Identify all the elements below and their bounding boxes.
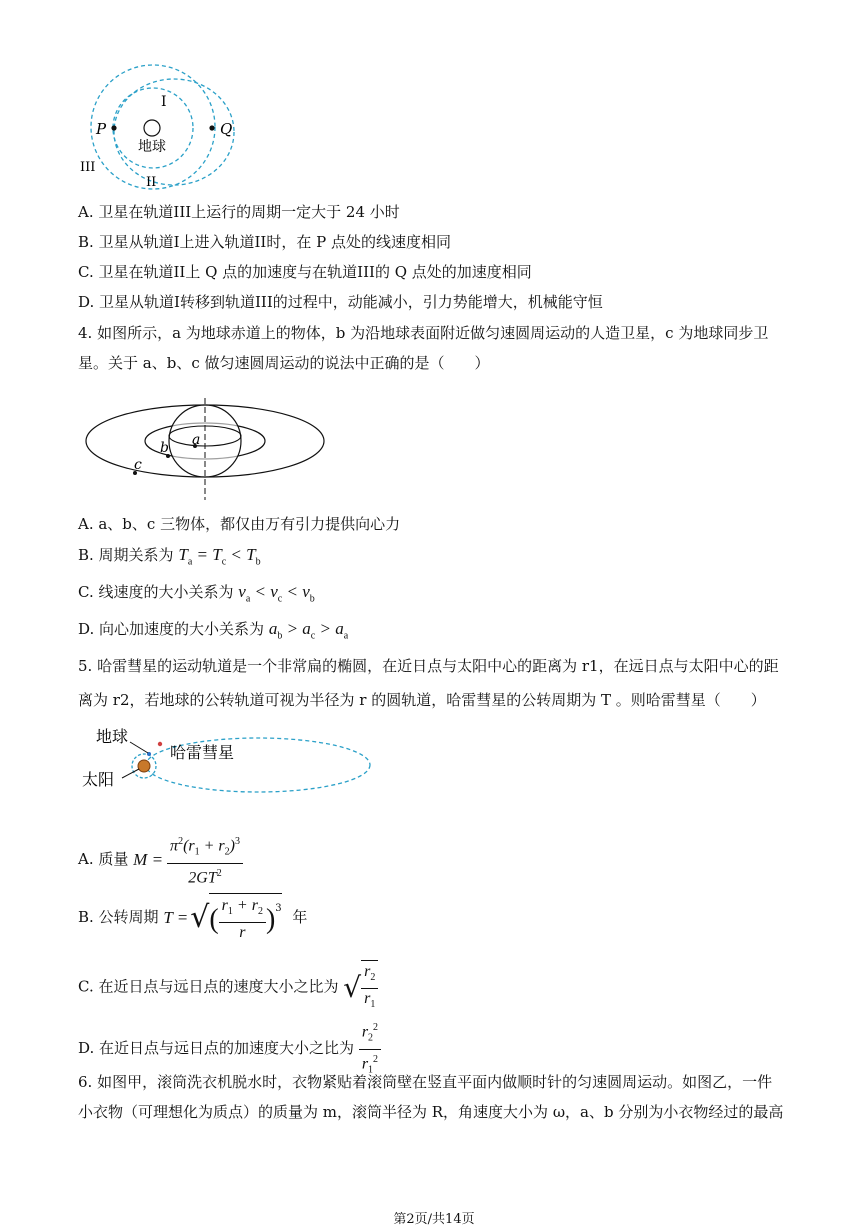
q3-option-c: C. 卫星在轨道II上 Q 点的加速度与在轨道III的 Q 点处的加速度相同 xyxy=(78,263,532,281)
q6-line2: 小衣物（可理想化为质点）的质量为 m，滚筒半径为 R，角速度大小为 ω，a、b 分别为小衣物经过的最高 xyxy=(78,1103,784,1121)
point-P xyxy=(111,125,116,130)
q4-stem-line2: 星。关于 a、b、c 做匀速圆周运动的说法中正确的是（ ） xyxy=(78,354,490,372)
q4-option-c: C. 线速度的大小关系为 $v_a < v_c < v_b$ xyxy=(78,582,315,605)
q3-option-b: B. 卫星从轨道I上进入轨道II时，在 P 点处的线速度相同 xyxy=(78,233,451,251)
earth-pointer xyxy=(130,742,148,753)
q4-option-d-math: $a_b > a_c > a_a$ xyxy=(268,619,349,642)
q3-option-d: D. 卫星从轨道I转移到轨道III的过程中，动能减小，引力势能增大，机械能守恒 xyxy=(78,293,603,311)
label-comet: 哈雷彗星 xyxy=(170,743,235,762)
orbit-transfer-figure xyxy=(74,62,244,192)
label-Q: Q xyxy=(220,120,233,138)
q5-stem-line1: 5. 哈雷彗星的运动轨道是一个非常扁的椭圆，在近日点与太阳中心的距离为 r1，在远日点与太阳中心的距 xyxy=(78,657,779,675)
q3-option-a: A. 卫星在轨道III上运行的周期一定大于 24 小时 xyxy=(78,203,400,221)
q5-option-c-math: √ $\frac{r_2}{r_1}$ xyxy=(343,960,378,1015)
q4-option-d: D. 向心加速度的大小关系为 $a_b > a_c > a_a$ xyxy=(78,619,349,642)
label-I: I xyxy=(161,94,167,110)
earth-circle xyxy=(144,120,160,136)
label-III: III xyxy=(80,160,96,175)
orbit-II xyxy=(114,79,234,185)
label-a: a xyxy=(192,432,201,448)
label-c: c xyxy=(134,457,142,473)
point-Q xyxy=(209,125,214,130)
q4-option-a: A. a、b、c 三物体，都仅由万有引力提供向心力 xyxy=(78,515,401,533)
q5-option-b: B. 公转周期 T = √ ( $\frac{r_1 + r_2}{r}$ ) $^3$ 年 xyxy=(78,893,307,943)
q4-option-b: B. 周期关系为 $T_a = T_c < T_b$ xyxy=(78,545,261,568)
q5-option-a-math: M = $\frac{\pi^2(r_1 + r_2)^3}{2GT^2}$ xyxy=(133,832,243,888)
label-P: P xyxy=(96,120,107,138)
label-sun: 太阳 xyxy=(82,770,115,789)
q5-option-b-math: T = √ ( $\frac{r_1 + r_2}{r}$ ) $^3$ xyxy=(163,893,281,943)
q6-line1: 6. 如图甲，滚筒洗衣机脱水时，衣物紧贴着滚筒壁在竖直平面内做顺时针的匀速圆周运动。如图乙，一件 xyxy=(78,1073,773,1091)
label-earth-q5: 地球 xyxy=(96,727,129,746)
q5-option-d-math: $\frac{r_2^2}{r_1^2}$ xyxy=(359,1018,381,1080)
q5-option-c: C. 在近日点与远日点的速度大小之比为 √ $\frac{r_2}{r_1}$ xyxy=(78,960,378,1015)
q5-option-a: A. 质量 M = $\frac{\pi^2(r_1 + r_2)^3}{2GT^2}$ xyxy=(78,832,243,888)
comet-dot xyxy=(158,742,162,746)
label-b: b xyxy=(160,440,169,456)
halley-comet-figure xyxy=(78,722,378,796)
earth-satellites-figure xyxy=(84,396,334,502)
sun-pointer xyxy=(122,769,139,778)
label-II: II xyxy=(146,175,157,190)
label-earth: 地球 xyxy=(138,139,166,155)
q4-option-c-math: $v_a < v_c < v_b$ xyxy=(238,582,315,605)
sun-icon xyxy=(138,760,150,772)
q4-stem-line1: 4. 如图所示，a 为地球赤道上的物体，b 为沿地球表面附近做匀速圆周运动的人造卫星，c 为地球同步卫 xyxy=(78,324,769,342)
q4-option-b-math: $T_a = T_c < T_b$ xyxy=(178,545,261,568)
q5-option-d: D. 在近日点与远日点的加速度大小之比为 $\frac{r_2^2}{r_1^2}$ xyxy=(78,1018,381,1080)
page-footer: 第2页/共14页 xyxy=(393,1212,475,1227)
q5-stem-line2: 离为 r2，若地球的公转轨道可视为半径为 r 的圆轨道，哈雷彗星的公转周期为 T 。则哈雷彗星（ ） xyxy=(78,691,766,709)
